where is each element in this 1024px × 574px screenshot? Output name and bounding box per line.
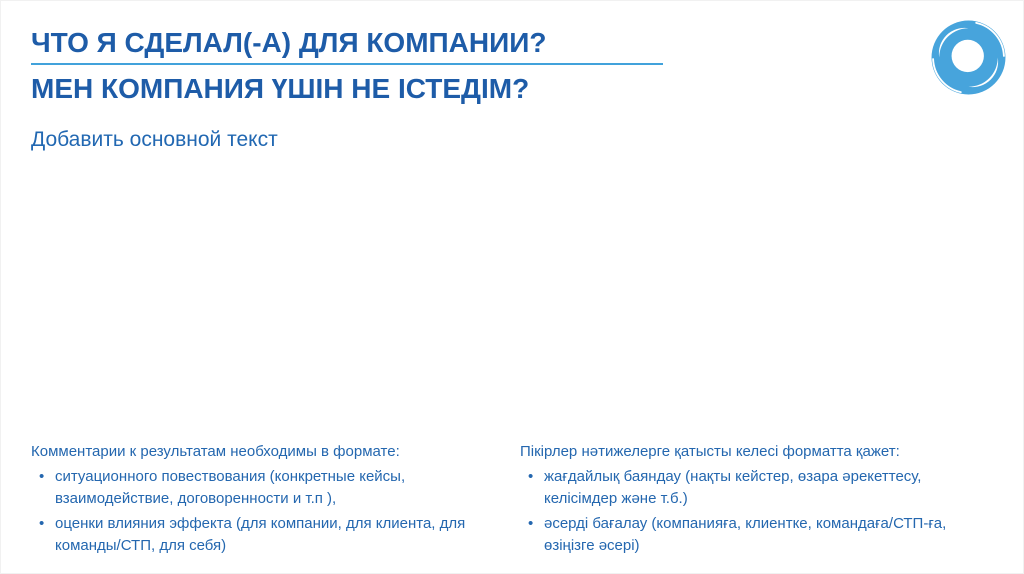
bullet-icon: • [39, 515, 45, 532]
slide-title-kazakh: МЕН КОМПАНИЯ ҮШІН НЕ ІСТЕДІМ? [31, 73, 530, 105]
slide-title-russian: ЧТО Я СДЕЛАЛ(-А) ДЛЯ КОМПАНИИ? [31, 27, 547, 58]
bullet-icon: • [528, 468, 534, 485]
list-item [520, 513, 995, 557]
swirl-ring-logo-icon [930, 19, 1007, 96]
note-text: әсерді бағалау (компанияға, клиентке, командаға/СТП-ға, өзіңізге әсері) [544, 515, 947, 554]
notes-header-russian: Комментарии к результатам необходимы в формате: [31, 443, 400, 460]
body-text-placeholder[interactable]: Добавить основной текст [31, 128, 278, 151]
list-item [31, 466, 489, 510]
notes-column-russian [31, 441, 489, 557]
bullet-icon: • [528, 515, 534, 532]
footer-notes [31, 441, 995, 557]
note-text: жағдайлық баяндау (нақты кейстер, өзара әрекеттесу, келісімдер және т.б.) [544, 468, 922, 507]
notes-column-kazakh [520, 441, 995, 557]
notes-header-kazakh: Пікірлер нәтижелерге қатысты келесі форматта қажет: [520, 443, 900, 460]
notes-list-kazakh [520, 466, 995, 557]
list-item [520, 466, 995, 510]
notes-list-russian [31, 466, 489, 557]
note-text: оценки влияния эффекта (для компании, для клиента, для команды/СТП, для себя) [55, 515, 466, 554]
bullet-icon: • [39, 468, 45, 485]
title-block [31, 27, 911, 105]
note-text: ситуационного повествования (конкретные кейсы, взаимодействие, договоренности и т.п ), [55, 468, 406, 507]
list-item [31, 513, 489, 557]
title-underline [31, 63, 663, 65]
